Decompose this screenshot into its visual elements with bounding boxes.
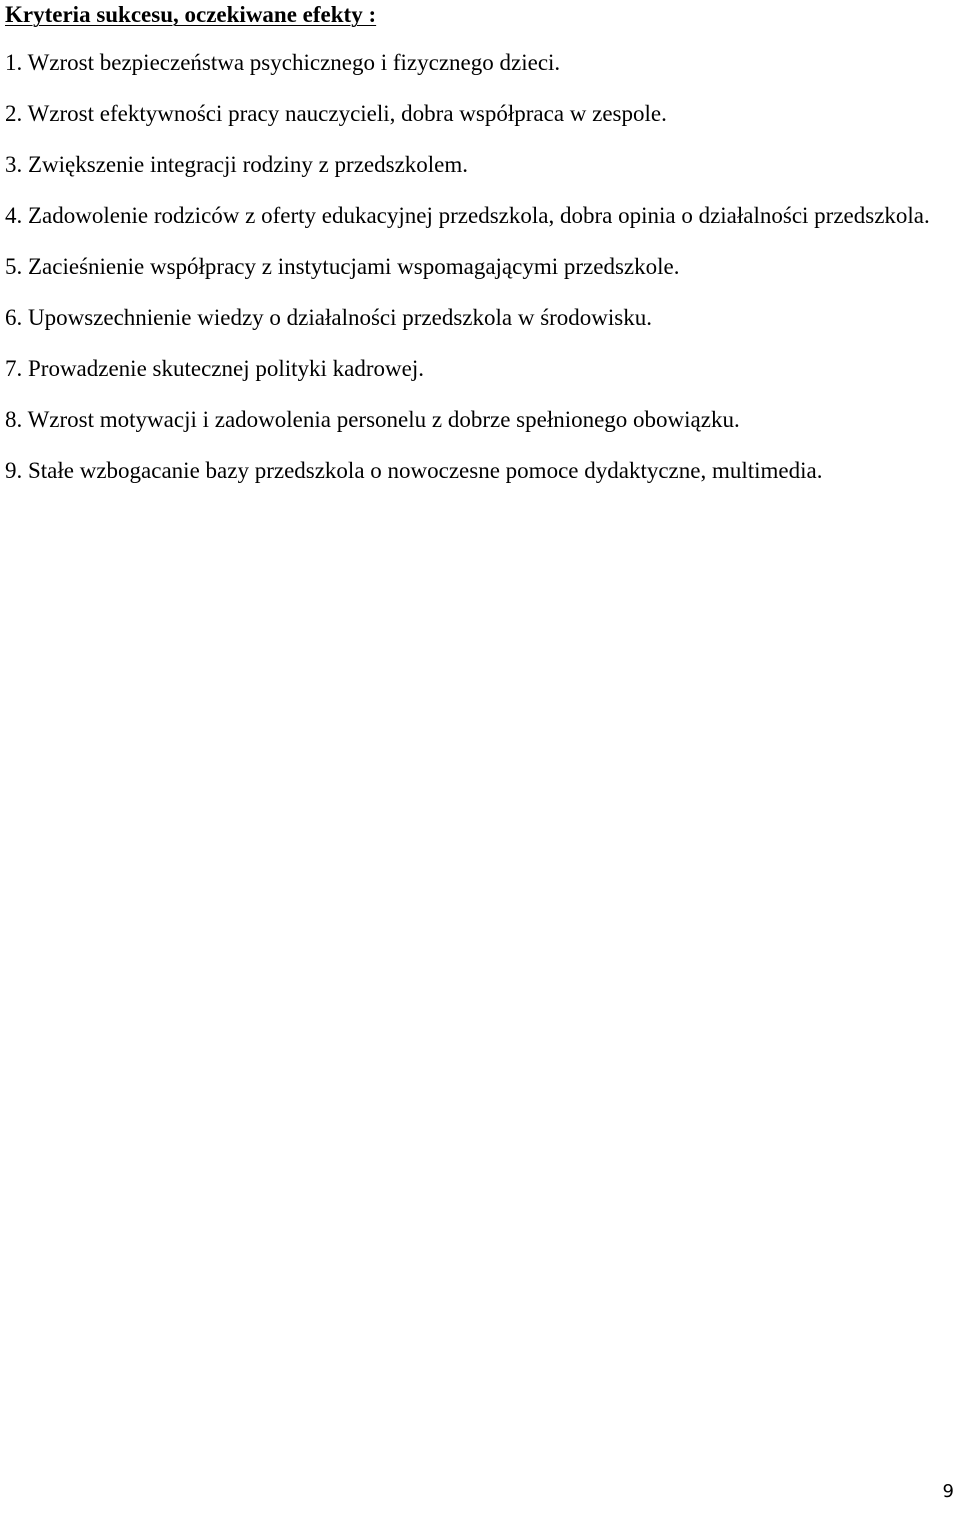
section-heading: Kryteria sukcesu, oczekiwane efekty : <box>5 2 377 27</box>
list-item <box>5 343 955 394</box>
list-item-text: Zadowolenie rodziców z oferty edukacyjnej przedszkola, dobra opinia o działalności przedszkola. <box>28 203 930 228</box>
list-item <box>5 37 955 88</box>
list-item-number: 1. <box>5 50 23 75</box>
list-item-text: Prowadzenie skutecznej polityki kadrowej. <box>28 356 424 381</box>
list-item-number: 6. <box>5 305 23 330</box>
list-item-text: Wzrost efektywności pracy nauczycieli, dobra współpraca w zespole. <box>27 101 667 126</box>
list-item-number: 5. <box>5 254 23 279</box>
list-item-number: 7. <box>5 356 23 381</box>
page-number: 9 <box>942 1481 954 1502</box>
list-item-number: 4. <box>5 203 23 228</box>
list-item-number: 8. <box>5 407 23 432</box>
list-item-text: Wzrost motywacji i zadowolenia personelu z dobrze spełnionego obowiązku. <box>27 407 740 432</box>
list-item <box>5 139 955 190</box>
list-item-number: 3. <box>5 152 23 177</box>
list-item <box>5 394 955 445</box>
list-item-text: Upowszechnienie wiedzy o działalności przedszkola w środowisku. <box>28 305 653 330</box>
list-item <box>5 190 955 241</box>
list-item <box>5 88 955 139</box>
list-item-text: Zacieśnienie współpracy z instytucjami wspomagającymi przedszkole. <box>28 254 680 279</box>
list-item-number: 2. <box>5 101 23 126</box>
list-item-text: Stałe wzbogacanie bazy przedszkola o nowoczesne pomoce dydaktyczne, multimedia. <box>28 458 823 483</box>
list-item-number: 9. <box>5 458 23 483</box>
list-item <box>5 241 955 292</box>
list-item-text: Wzrost bezpieczeństwa psychicznego i fizycznego dzieci. <box>27 50 561 75</box>
list-item <box>5 445 955 496</box>
list-item <box>5 292 955 343</box>
list-item-text: Zwiększenie integracji rodziny z przedszkolem. <box>28 152 469 177</box>
document-body <box>5 0 955 496</box>
